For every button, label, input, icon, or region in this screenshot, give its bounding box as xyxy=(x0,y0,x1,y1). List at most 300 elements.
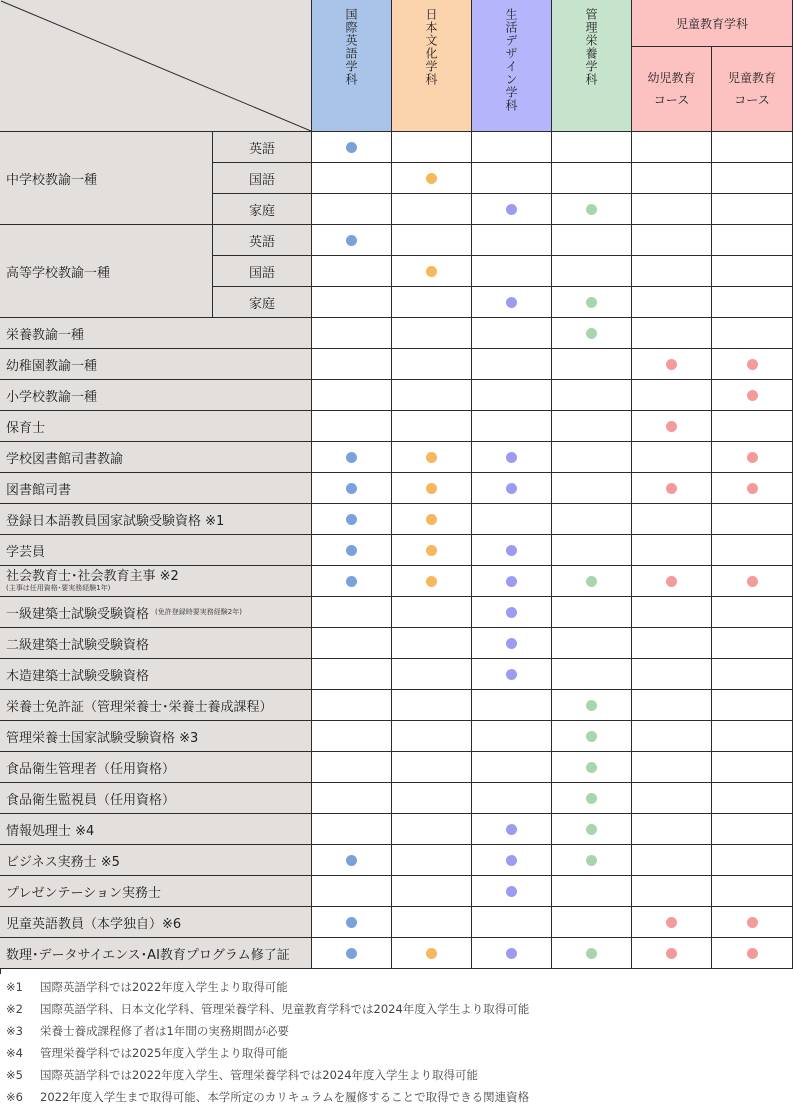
qualification-name: 栄養教諭一種 xyxy=(6,327,85,343)
qualification-name: 登録日本語教員国家試験受験資格 ※1 xyxy=(6,513,225,529)
availability-dot xyxy=(666,421,677,432)
mark-cell xyxy=(552,442,632,473)
mark-cell xyxy=(632,287,712,318)
qualification-label xyxy=(0,628,312,659)
subject-label xyxy=(213,194,312,225)
mark-cell xyxy=(392,659,472,690)
mark-cell xyxy=(312,783,392,814)
mark-cell xyxy=(392,380,472,411)
mark-cell xyxy=(472,845,552,876)
course-header xyxy=(632,47,712,132)
qualification-name: 食品衛生監視員（任用資格） xyxy=(6,792,176,808)
mark-cell xyxy=(392,287,472,318)
footnote-mark: ※4 xyxy=(6,1046,23,1060)
availability-dot xyxy=(586,328,597,339)
mark-cell xyxy=(712,907,793,938)
mark-cell xyxy=(312,628,392,659)
mark-cell xyxy=(632,876,712,907)
qualification-label xyxy=(0,535,312,566)
mark-cell xyxy=(552,783,632,814)
mark-cell xyxy=(472,876,552,907)
mark-cell xyxy=(392,752,472,783)
availability-dot xyxy=(747,390,758,401)
footnote-text: 国際英語学科では2022年度入学生より取得可能 xyxy=(40,980,288,994)
mark-cell xyxy=(552,132,632,163)
footnote-mark: ※1 xyxy=(6,980,23,994)
mark-cell xyxy=(392,442,472,473)
availability-dot xyxy=(586,700,597,711)
mark-cell xyxy=(632,535,712,566)
qualification-label xyxy=(0,690,312,721)
mark-cell xyxy=(552,690,632,721)
qualification-note: (主事は任用資格･要実務経験1年) xyxy=(6,584,111,593)
qualification-name: 情報処理士 ※4 xyxy=(6,823,95,839)
mark-cell xyxy=(552,318,632,349)
availability-dot xyxy=(747,917,758,928)
availability-dot xyxy=(346,855,357,866)
mark-cell xyxy=(712,690,793,721)
availability-dot xyxy=(426,483,437,494)
footnote-mark: ※5 xyxy=(6,1068,23,1082)
subject-name: 国語 xyxy=(248,265,275,281)
mark-cell xyxy=(712,349,793,380)
mark-cell xyxy=(552,876,632,907)
mark-cell xyxy=(472,411,552,442)
mark-cell xyxy=(472,938,552,969)
license-group-label xyxy=(0,132,213,225)
availability-dot xyxy=(747,359,758,370)
footnote xyxy=(6,976,791,998)
mark-cell xyxy=(472,132,552,163)
qualification-name: 二級建築士試験受験資格 xyxy=(6,637,150,653)
footnote-text: 国際英語学科では2022年度入学生、管理栄養学科では2024年度入学生より取得可能 xyxy=(40,1068,479,1082)
mark-cell xyxy=(312,132,392,163)
mark-cell xyxy=(632,256,712,287)
mark-cell xyxy=(472,566,552,597)
mark-cell xyxy=(472,690,552,721)
license-group-label xyxy=(0,225,213,318)
subject-label xyxy=(213,256,312,287)
availability-dot xyxy=(426,948,437,959)
availability-dot xyxy=(506,607,517,618)
footnote xyxy=(6,1086,791,1108)
qualification-name: 木造建築士試験受験資格 xyxy=(6,668,150,684)
mark-cell xyxy=(632,442,712,473)
mark-cell xyxy=(712,628,793,659)
qualification-name: 図書館司書 xyxy=(6,482,72,498)
qualification-label xyxy=(0,597,312,628)
availability-dot xyxy=(586,793,597,804)
mark-cell xyxy=(312,907,392,938)
dept-header xyxy=(312,0,392,132)
subject-name: 英語 xyxy=(248,234,275,250)
mark-cell xyxy=(312,411,392,442)
availability-dot xyxy=(666,917,677,928)
mark-cell xyxy=(312,225,392,256)
qualification-label xyxy=(0,318,312,349)
mark-cell xyxy=(472,256,552,287)
availability-dot xyxy=(506,669,517,680)
qualification-name: 一級建築士試験受験資格 xyxy=(6,606,150,622)
availability-dot xyxy=(506,638,517,649)
footnote-mark: ※3 xyxy=(6,1024,23,1038)
qualification-label xyxy=(0,783,312,814)
qualification-name: 社会教育士･社会教育主事 ※2 xyxy=(6,568,179,584)
footnote-text: 2022年度入学生まで取得可能、本学所定のカリキュラムを履修することで取得できる関連資格 xyxy=(40,1090,530,1104)
mark-cell xyxy=(632,597,712,628)
dept-name: 生活デザイン学科 xyxy=(504,8,518,112)
mark-cell xyxy=(312,287,392,318)
qualification-label xyxy=(0,845,312,876)
subject-name: 国語 xyxy=(248,172,275,188)
footnote-text: 栄養士養成課程修了者は1年間の実務期間が必要 xyxy=(40,1024,289,1038)
mark-cell xyxy=(632,783,712,814)
qualification-label xyxy=(0,907,312,938)
mark-cell xyxy=(472,287,552,318)
mark-cell xyxy=(632,814,712,845)
mark-cell xyxy=(552,721,632,752)
footnote xyxy=(6,1020,791,1042)
qualification-note: (免許登録時要実務経験2年) xyxy=(155,608,242,616)
availability-dot xyxy=(346,452,357,463)
mark-cell xyxy=(712,380,793,411)
mark-cell xyxy=(712,225,793,256)
availability-dot xyxy=(506,204,517,215)
qualification-label xyxy=(0,473,312,504)
mark-cell xyxy=(632,628,712,659)
availability-dot xyxy=(426,514,437,525)
license-group-name: 高等学校教諭一種 xyxy=(6,265,111,281)
mark-cell xyxy=(632,845,712,876)
qualification-name: 管理栄養士国家試験受験資格 ※3 xyxy=(6,730,199,746)
qualification-label xyxy=(0,876,312,907)
dept-header xyxy=(392,0,472,132)
mark-cell xyxy=(472,318,552,349)
mark-cell xyxy=(632,380,712,411)
qualification-label xyxy=(0,349,312,380)
mark-cell xyxy=(312,597,392,628)
mark-cell xyxy=(712,442,793,473)
mark-cell xyxy=(552,628,632,659)
mark-cell xyxy=(632,349,712,380)
mark-cell xyxy=(632,473,712,504)
mark-cell xyxy=(392,876,472,907)
mark-cell xyxy=(312,194,392,225)
availability-dot xyxy=(426,173,437,184)
mark-cell xyxy=(472,535,552,566)
qualification-name: 数理･データサイエンス･AI教育プログラム修了証 xyxy=(6,947,290,963)
dept-name: 国際英語学科 xyxy=(344,8,358,86)
mark-cell xyxy=(472,721,552,752)
footnote-mark: ※2 xyxy=(6,1002,23,1016)
mark-cell xyxy=(472,349,552,380)
mark-cell xyxy=(552,597,632,628)
mark-cell xyxy=(472,814,552,845)
license-group-name: 中学校教諭一種 xyxy=(6,172,98,188)
availability-dot xyxy=(506,545,517,556)
availability-dot xyxy=(586,297,597,308)
mark-cell xyxy=(312,938,392,969)
availability-dot xyxy=(426,576,437,587)
mark-cell xyxy=(312,349,392,380)
mark-cell xyxy=(472,783,552,814)
mark-cell xyxy=(392,163,472,194)
mark-cell xyxy=(552,659,632,690)
mark-cell xyxy=(392,938,472,969)
mark-cell xyxy=(552,566,632,597)
mark-cell xyxy=(312,163,392,194)
availability-dot xyxy=(506,855,517,866)
availability-dot xyxy=(666,483,677,494)
qualification-label-stack xyxy=(6,570,179,593)
footnote xyxy=(6,1064,791,1086)
availability-dot xyxy=(346,514,357,525)
mark-cell xyxy=(472,442,552,473)
mark-cell xyxy=(712,659,793,690)
mark-cell xyxy=(712,504,793,535)
mark-cell xyxy=(712,721,793,752)
qualification-name: 食品衛生管理者（任用資格） xyxy=(6,761,176,777)
mark-cell xyxy=(472,597,552,628)
mark-cell xyxy=(312,814,392,845)
mark-cell xyxy=(312,318,392,349)
mark-cell xyxy=(712,163,793,194)
mark-cell xyxy=(312,876,392,907)
footnote xyxy=(6,1042,791,1064)
qualification-label xyxy=(0,380,312,411)
qualification-name: 幼稚園教諭一種 xyxy=(6,358,98,374)
corner-cell xyxy=(0,0,312,132)
mark-cell xyxy=(312,442,392,473)
mark-cell xyxy=(392,535,472,566)
availability-dot xyxy=(586,948,597,959)
mark-cell xyxy=(712,535,793,566)
mark-cell xyxy=(632,566,712,597)
mark-cell xyxy=(712,256,793,287)
availability-dot xyxy=(747,483,758,494)
mark-cell xyxy=(632,504,712,535)
mark-cell xyxy=(392,845,472,876)
mark-cell xyxy=(392,473,472,504)
mark-cell xyxy=(552,225,632,256)
mark-cell xyxy=(552,814,632,845)
availability-dot xyxy=(346,917,357,928)
availability-dot xyxy=(346,948,357,959)
qualification-label xyxy=(0,752,312,783)
mark-cell xyxy=(712,938,793,969)
availability-dot xyxy=(586,576,597,587)
qualification-name: 保育士 xyxy=(6,420,46,436)
mark-cell xyxy=(472,194,552,225)
mark-cell xyxy=(312,256,392,287)
child-dept-name: 児童教育学科 xyxy=(675,16,748,31)
diagonal-line xyxy=(0,0,312,132)
mark-cell xyxy=(552,256,632,287)
footnote-text: 国際英語学科、日本文化学科、管理栄養学科、児童教育学科では2024年度入学生より取得可能 xyxy=(40,1002,530,1016)
mark-cell xyxy=(712,318,793,349)
mark-cell xyxy=(392,814,472,845)
child-dept-header xyxy=(632,0,793,47)
mark-cell xyxy=(392,349,472,380)
mark-cell xyxy=(632,194,712,225)
qualification-label xyxy=(0,411,312,442)
mark-cell xyxy=(472,163,552,194)
mark-cell xyxy=(312,566,392,597)
mark-cell xyxy=(632,938,712,969)
mark-cell xyxy=(392,318,472,349)
mark-cell xyxy=(392,783,472,814)
mark-cell xyxy=(552,845,632,876)
mark-cell xyxy=(632,752,712,783)
mark-cell xyxy=(712,814,793,845)
mark-cell xyxy=(392,411,472,442)
qualification-label xyxy=(0,659,312,690)
mark-cell xyxy=(312,659,392,690)
availability-dot xyxy=(747,576,758,587)
mark-cell xyxy=(472,473,552,504)
mark-cell xyxy=(552,287,632,318)
availability-dot xyxy=(346,545,357,556)
mark-cell xyxy=(472,659,552,690)
mark-cell xyxy=(392,566,472,597)
availability-dot xyxy=(506,886,517,897)
mark-cell xyxy=(472,380,552,411)
mark-cell xyxy=(312,690,392,721)
mark-cell xyxy=(712,566,793,597)
mark-cell xyxy=(392,225,472,256)
availability-dot xyxy=(586,204,597,215)
mark-cell xyxy=(632,907,712,938)
mark-cell xyxy=(392,194,472,225)
qualification-label xyxy=(0,721,312,752)
mark-cell xyxy=(552,349,632,380)
qualification-name: プレゼンテーション実務士 xyxy=(6,885,161,901)
mark-cell xyxy=(392,690,472,721)
mark-cell xyxy=(392,256,472,287)
mark-cell xyxy=(712,473,793,504)
availability-dot xyxy=(506,576,517,587)
mark-cell xyxy=(472,504,552,535)
qualification-label xyxy=(0,442,312,473)
mark-cell xyxy=(632,318,712,349)
availability-dot xyxy=(586,824,597,835)
mark-cell xyxy=(472,907,552,938)
subject-name: 英語 xyxy=(248,141,275,157)
mark-cell xyxy=(712,287,793,318)
mark-cell xyxy=(392,132,472,163)
footnote xyxy=(6,998,791,1020)
mark-cell xyxy=(472,752,552,783)
qualification-label xyxy=(0,938,312,969)
mark-cell xyxy=(552,535,632,566)
mark-cell xyxy=(552,938,632,969)
availability-dot xyxy=(506,948,517,959)
course-line: 児童教育 xyxy=(727,71,776,85)
qualification-name: 学芸員 xyxy=(6,544,46,560)
qualification-label xyxy=(0,814,312,845)
mark-cell xyxy=(392,721,472,752)
course-header xyxy=(712,47,793,132)
availability-dot xyxy=(666,948,677,959)
availability-dot xyxy=(426,545,437,556)
footnote-mark: ※6 xyxy=(6,1090,23,1104)
availability-dot xyxy=(506,483,517,494)
mark-cell xyxy=(312,535,392,566)
mark-cell xyxy=(312,380,392,411)
dept-header xyxy=(552,0,632,132)
availability-dot xyxy=(426,452,437,463)
mark-cell xyxy=(712,783,793,814)
mark-cell xyxy=(552,752,632,783)
availability-dot xyxy=(586,855,597,866)
availability-dot xyxy=(747,948,758,959)
footnotes xyxy=(6,976,791,1108)
availability-dot xyxy=(666,576,677,587)
course-line: コース xyxy=(653,93,690,107)
mark-cell xyxy=(392,628,472,659)
mark-cell xyxy=(552,473,632,504)
mark-cell xyxy=(712,845,793,876)
availability-dot xyxy=(747,452,758,463)
mark-cell xyxy=(632,411,712,442)
mark-cell xyxy=(392,907,472,938)
mark-cell xyxy=(392,597,472,628)
dept-header xyxy=(472,0,552,132)
course-line: 幼児教育 xyxy=(647,71,696,85)
mark-cell xyxy=(632,132,712,163)
mark-cell xyxy=(632,690,712,721)
mark-cell xyxy=(712,876,793,907)
qualification-name: 栄養士免許証（管理栄養士･栄養士養成課程） xyxy=(6,699,273,715)
mark-cell xyxy=(392,504,472,535)
availability-dot xyxy=(506,824,517,835)
subject-label xyxy=(213,225,312,256)
mark-cell xyxy=(712,132,793,163)
mark-cell xyxy=(552,194,632,225)
mark-cell xyxy=(632,225,712,256)
mark-cell xyxy=(312,721,392,752)
qualification-name: 児童英語教員（本学独自）※6 xyxy=(6,916,182,932)
availability-dot xyxy=(346,483,357,494)
qualification-name: 学校図書館司書教諭 xyxy=(6,451,124,467)
mark-cell xyxy=(712,194,793,225)
mark-cell xyxy=(552,907,632,938)
availability-dot xyxy=(666,359,677,370)
mark-cell xyxy=(552,504,632,535)
availability-dot xyxy=(346,142,357,153)
mark-cell xyxy=(712,411,793,442)
availability-dot xyxy=(346,235,357,246)
availability-dot xyxy=(346,576,357,587)
mark-cell xyxy=(472,628,552,659)
mark-cell xyxy=(312,504,392,535)
mark-cell xyxy=(632,721,712,752)
qualification-label xyxy=(0,504,312,535)
mark-cell xyxy=(632,659,712,690)
qualification-name: 小学校教諭一種 xyxy=(6,389,98,405)
subject-label xyxy=(213,132,312,163)
mark-cell xyxy=(312,752,392,783)
availability-dot xyxy=(506,452,517,463)
availability-dot xyxy=(586,762,597,773)
footnote-text: 管理栄養学科では2025年度入学生より取得可能 xyxy=(40,1046,288,1060)
course-line: コース xyxy=(734,93,770,107)
mark-cell xyxy=(312,845,392,876)
availability-dot xyxy=(426,266,437,277)
subject-label xyxy=(213,163,312,194)
mark-cell xyxy=(552,380,632,411)
dept-name: 管理栄養学科 xyxy=(584,8,598,86)
